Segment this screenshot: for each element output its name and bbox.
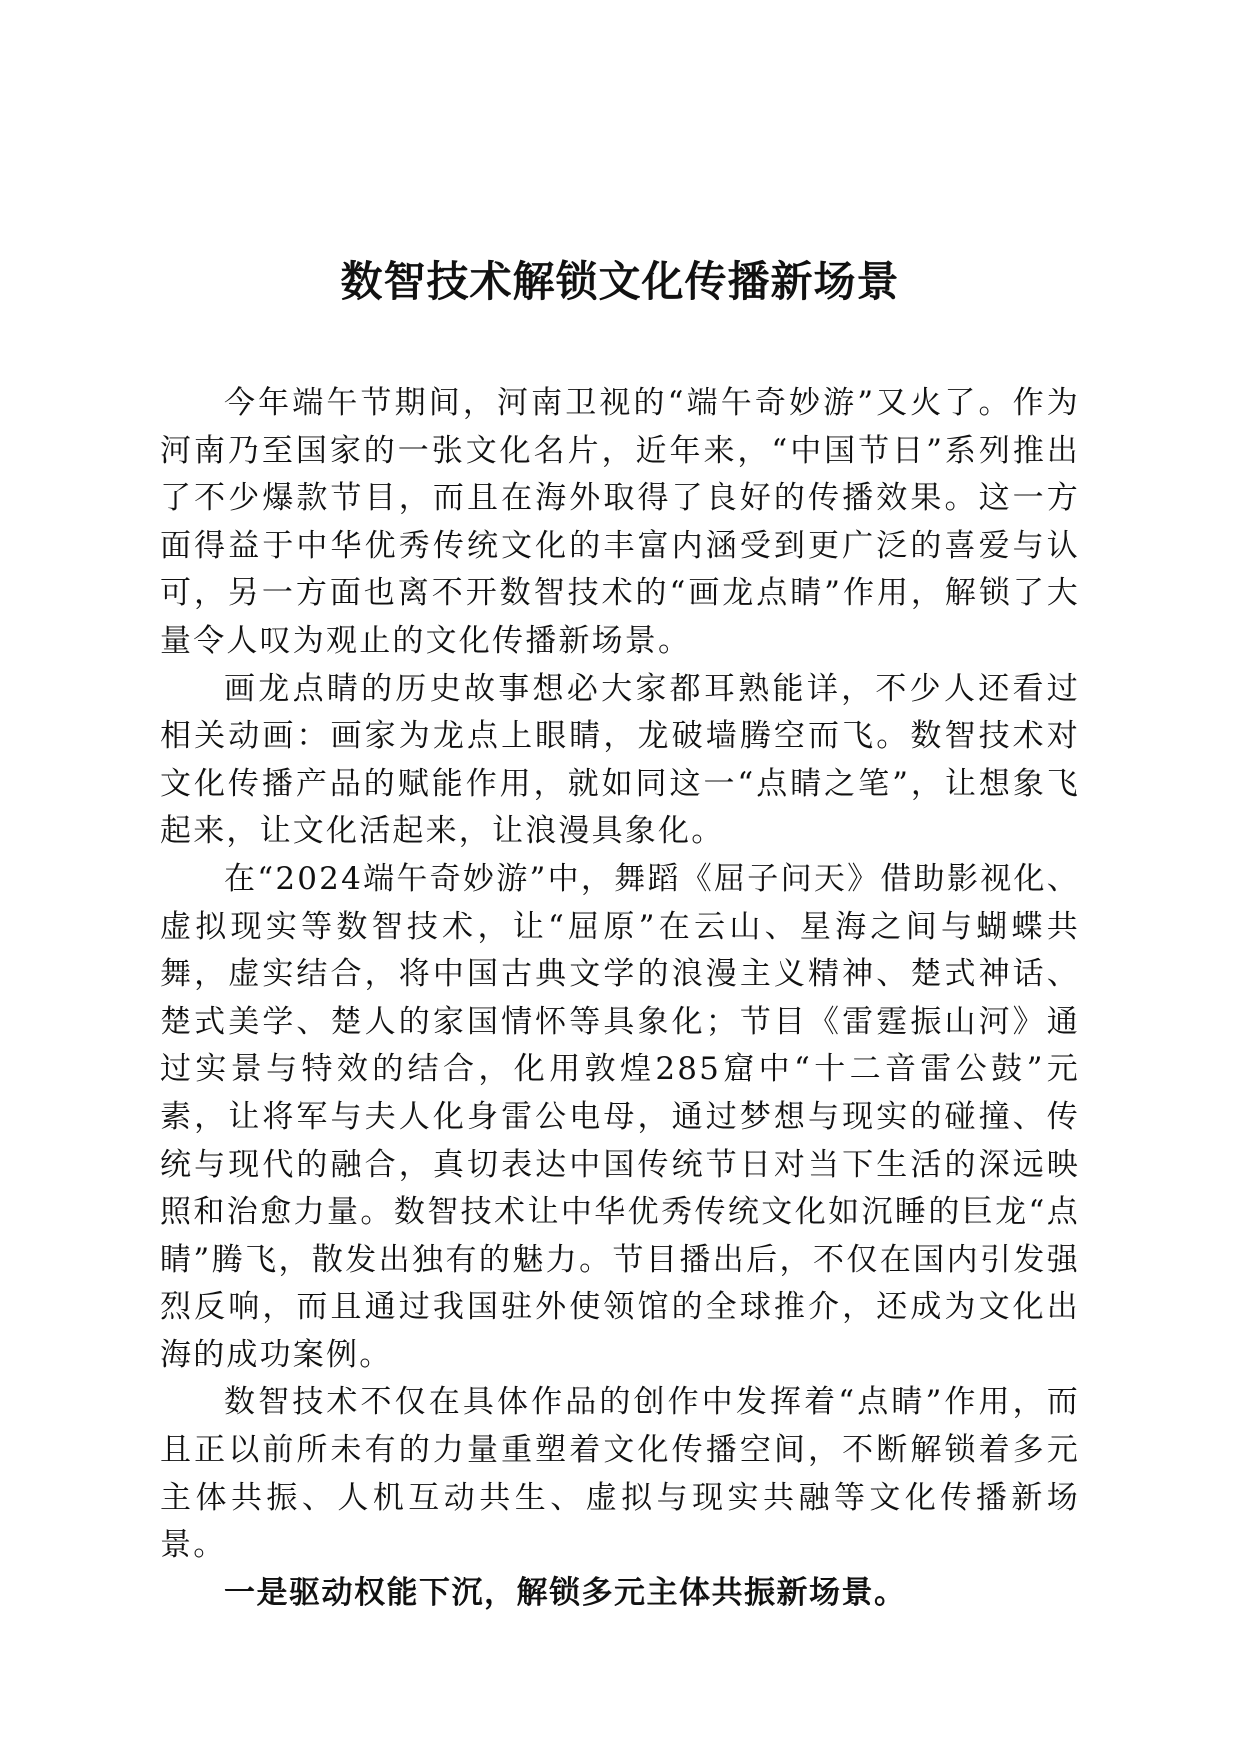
paragraph-2: 画龙点睛的历史故事想必大家都耳熟能详，不少人还看过相关动画：画家为龙点上眼睛，龙破墙腾空而飞。数智技术对文化传播产品的赋能作用，就如同这一“点睛之笔”，让想象飞起来，让文化活起来，让浪漫具象化。	[160, 670, 1080, 850]
document-title: 数智技术解锁文化传播新场景	[340, 257, 900, 306]
paragraph-1: 今年端午节期间，河南卫视的“端午奇妙游”又火了。作为河南乃至国家的一张文化名片，近年来，“中国节日”系列推出了不少爆款节目，而且在海外取得了良好的传播效果。这一方面得益于中华优秀传统文化的丰富内涵受到更广泛的喜爱与认可，另一方面也离不开数智技术的“画龙点睛”作用，解锁了大量令人叹为观止的文化传播新场景。	[160, 385, 1080, 659]
document-body	[160, 380, 1080, 1617]
paragraph-4: 数智技术不仅在具体作品的创作中发挥着“点睛”作用，而且正以前所未有的力量重塑着文化传播空间，不断解锁着多元主体共振、人机互动共生、虚拟与现实共融等文化传播新场景。	[160, 1384, 1080, 1564]
paragraph-3: 在“2024端午奇妙游”中，舞蹈《屈子问天》借助影视化、虚拟现实等数智技术，让“屈原”在云山、星海之间与蝴蝶共舞，虚实结合，将中国古典文学的浪漫主义精神、楚式神话、楚式美学、楚人的家国情怀等具象化；节目《雷霆振山河》通过实景与特效的结合，化用敦煌285窟中“十二音雷公鼓”元素，让将军与夫人化身雷公电母，通过梦想与现实的碰撞、传统与现代的融合，真切表达中国传统节日对当下生活的深远映照和治愈力量。数智技术让中华优秀传统文化如沉睡的巨龙“点睛”腾飞，散发出独有的魅力。节目播出后，不仅在国内引发强烈反响，而且通过我国驻外使领馆的全球推介，还成为文化出海的成功案例。	[160, 860, 1080, 1373]
section-heading: 一是驱动权能下沉，解锁多元主体共振新场景。	[224, 1574, 907, 1611]
